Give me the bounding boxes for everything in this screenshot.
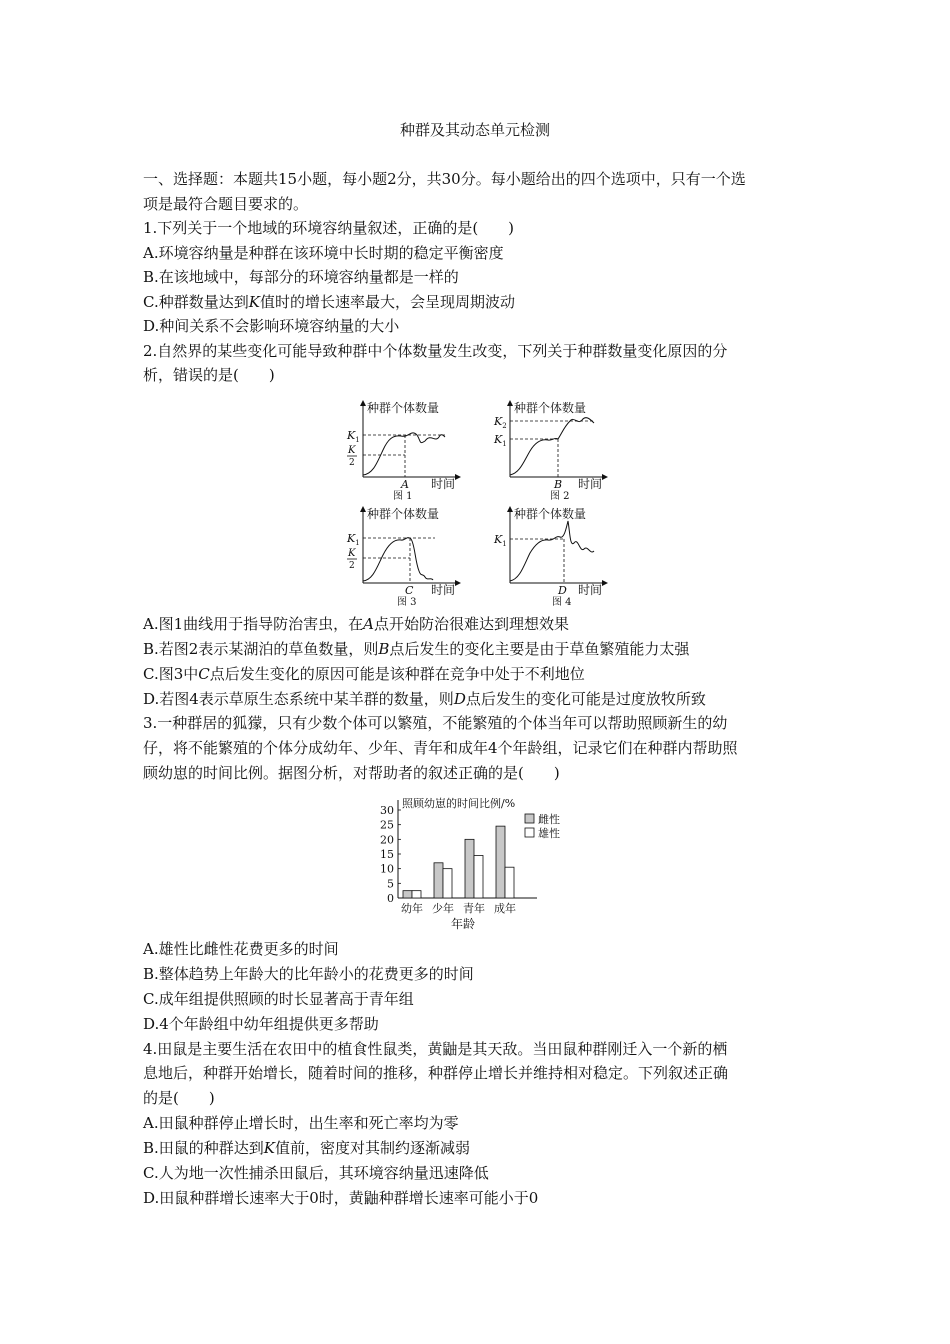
bar-female-2 <box>465 839 474 898</box>
q3-option-b: B.整体趋势上年龄大的比年龄小的花费更多的时间 <box>143 965 474 983</box>
x-tick-label: 少年 <box>432 902 454 915</box>
y-tick-label: 0 <box>387 892 394 905</box>
q4-stem: 4.田鼠是主要生活在农田中的植食性鼠类，黄鼬是其天敌。当田鼠种群刚迁入一个新的栖 <box>143 1040 728 1058</box>
svg-text:2: 2 <box>349 458 355 468</box>
svg-text:K: K <box>348 445 356 456</box>
q4-option-a: A.田鼠种群停止增长时，出生率和死亡率均为零 <box>143 1114 459 1132</box>
q3-option-c: C.成年组提供照顾的时长显著高于青年组 <box>143 990 414 1008</box>
q2-stem: 2.自然界的某些变化可能导致种群中个体数量发生改变，下列关于种群数量变化原因的分 <box>143 342 728 360</box>
q3-bar-chart <box>365 788 585 936</box>
q4-option-b: B.田鼠的种群达到K值前，密度对其制约逐渐减弱 <box>143 1139 471 1157</box>
q3-stem-cont: 仔，将不能繁殖的个体分成幼年、少年、青年和成年4个年龄组，记录它们在种群内帮助照 <box>143 739 738 757</box>
bar-male-3 <box>505 867 514 898</box>
chart-ylabel: 照顾幼崽的时间比例/% <box>402 797 516 810</box>
q4-stem-cont2: 的是( ) <box>143 1089 215 1107</box>
q1-stem: 1.下列关于一个地域的环境容纳量叙述，正确的是( ) <box>143 219 515 237</box>
svg-text:K1: $K_1$ <box>347 429 360 444</box>
g4-caption: 图 4 <box>552 597 572 608</box>
x-tick-label: 幼年 <box>401 902 423 915</box>
y-tick-label: 25 <box>380 818 394 832</box>
q1-option-a: A.环境容纳量是种群在该环境中长时期的稳定平衡密度 <box>143 244 504 262</box>
g1-caption: 图 1 <box>393 491 413 502</box>
x-tick-label: 成年 <box>494 902 516 915</box>
svg-text:种群个体数量: 种群个体数量 <box>514 507 587 521</box>
q2-option-d: D.若图4表示草原生态系统中某羊群的数量，则D点后发生的变化可能是过度放牧所致 <box>143 690 706 708</box>
svg-text:B: B <box>554 478 563 491</box>
svg-text:时间: 时间 <box>431 583 456 597</box>
graph-3 <box>346 506 460 608</box>
q2-stem-cont: 析，错误的是( ) <box>143 366 275 384</box>
chart-xlabel: 年龄 <box>451 917 476 931</box>
y-tick-label: 15 <box>380 848 394 861</box>
bar-female-3 <box>496 826 505 898</box>
svg-text:时间: 时间 <box>578 477 603 491</box>
legend-label-male: 雄性 <box>538 827 560 840</box>
y-tick-label: 10 <box>380 862 394 876</box>
graph-4 <box>493 506 607 608</box>
q4-stem-cont: 息地后，种群开始增长，随着时间的推移，种群停止增长并维持相对稳定。下列叙述正确 <box>143 1064 729 1082</box>
q3-stem-cont2: 顾幼崽的时间比例。据图分析，对帮助者的叙述正确的是( ) <box>143 764 560 782</box>
svg-text:K2: $K_2$ <box>494 415 507 430</box>
svg-text:K1: $K_1$ <box>494 433 507 448</box>
bar-male-0 <box>412 891 421 898</box>
q3-option-d: D.4个年龄组中幼年组提供更多帮助 <box>143 1015 379 1033</box>
svg-text:K1: $K_1$ <box>494 533 507 548</box>
svg-text:种群个体数量: 种群个体数量 <box>367 507 440 521</box>
bar-male-1 <box>443 869 452 898</box>
svg-text:D: D <box>558 584 567 597</box>
q4-option-c: C.人为地一次性捕杀田鼠后，其环境容纳量迅速降低 <box>143 1164 489 1182</box>
q3-option-a: A.雄性比雌性花费更多的时间 <box>143 940 339 958</box>
bar-male-2 <box>474 855 483 898</box>
q2-option-a: A.图1曲线用于指导防治害虫，在A点开始防治很难达到理想效果 <box>143 615 570 633</box>
section-heading: 一、选择题：本题共15小题，每小题2分，共30分。每小题给出的四个选项中，只有一个选 <box>143 170 746 188</box>
y-tick-label: 30 <box>380 804 394 817</box>
chart-legend <box>525 812 560 840</box>
svg-text:K1: $K_1$ <box>347 532 360 547</box>
q2-option-b: B.若图2表示某湖泊的草鱼数量，则B点后发生的变化主要是由于草鱼繁殖能力太强 <box>143 640 690 658</box>
svg-text:C: C <box>405 584 414 597</box>
g1-ylabel: 种群个体数量 <box>367 401 440 415</box>
legend-swatch-male <box>525 828 534 837</box>
svg-text:A: A <box>401 478 409 491</box>
graph-1 <box>346 400 460 502</box>
y-tick-label: 5 <box>387 877 394 891</box>
svg-text:时间: 时间 <box>578 583 603 597</box>
svg-text:时间: 时间 <box>431 477 456 491</box>
q4-option-d: D.田鼠种群增长速率大于0时，黄鼬种群增长速率可能小于0 <box>143 1189 539 1207</box>
q3-stem: 3.一种群居的狐獴，只有少数个体可以繁殖，不能繁殖的个体当年可以帮助照顾新生的幼 <box>143 714 728 732</box>
svg-text:2: 2 <box>349 561 355 571</box>
q1-option-b: B.在该地域中，每部分的环境容纳量都是一样的 <box>143 268 459 286</box>
q2-figure <box>335 395 620 610</box>
legend-label-female: 雌性 <box>538 813 560 826</box>
svg-text:种群个体数量: 种群个体数量 <box>514 401 587 415</box>
page-title: 种群及其动态单元检测 <box>399 121 550 139</box>
q1-option-c: C.种群数量达到K值时的增长速率最大，会呈现周期波动 <box>143 293 515 311</box>
q1-option-d: D.种间关系不会影响环境容纳量的大小 <box>143 317 400 335</box>
bar-female-1 <box>434 863 443 898</box>
x-tick-label: 青年 <box>463 902 485 915</box>
graph-2 <box>493 400 607 502</box>
g2-caption: 图 2 <box>550 491 570 502</box>
section-heading-cont: 项是最符合题目要求的。 <box>143 195 309 213</box>
g3-caption: 图 3 <box>397 597 417 608</box>
legend-swatch-female <box>525 814 534 823</box>
y-tick-label: 20 <box>380 833 394 847</box>
q2-option-c: C.图3中C点后发生变化的原因可能是该种群在竞争中处于不利地位 <box>143 665 585 683</box>
bar-female-0 <box>403 891 412 898</box>
svg-text:K: K <box>348 548 356 559</box>
